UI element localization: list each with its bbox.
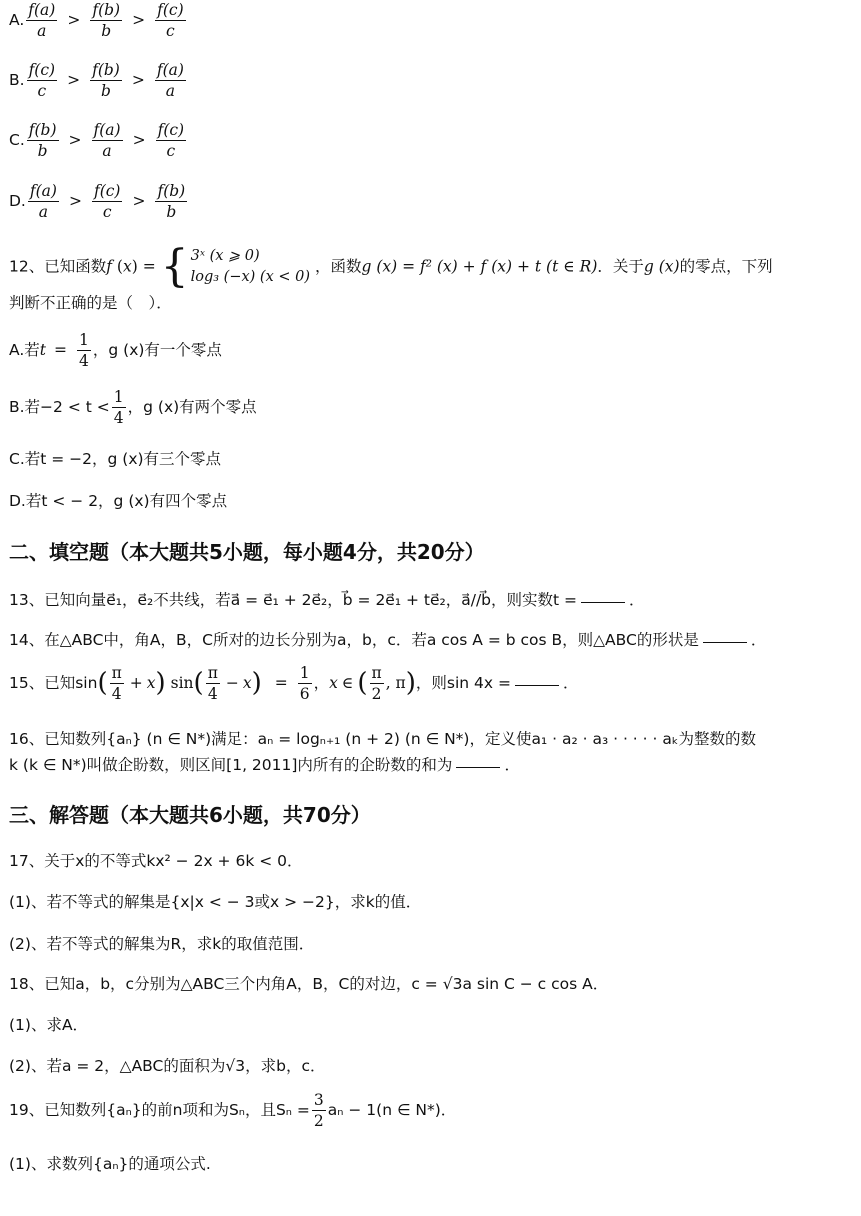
q16-line1: 16、已知数列{aₙ} (n ∈ N*)满足：aₙ = logₙ₊₁ (n + 2) (n ∈ N*)，定义使a₁ · a₂ · a₃ · · · · · aₖ为整数的数 [9, 730, 756, 748]
fraction: $\frac{f(c)}{c}$ [28, 61, 56, 100]
q14: 14、在△ABC中，角A，B，C所对的边长分别为a，b，c．若a cos A = b cos B，则△ABC的形状是 ． [9, 631, 767, 649]
fraction: $\frac{f(c)}{c}$ [93, 182, 121, 221]
q11-option-c: C. $\frac{f(b)}{b}$ > $\frac{f(a)}{a}$ > $\frac{f(c)}{c}$ [9, 121, 185, 160]
section-2-heading: 二、填空题（本大题共5小题，每小题4分，共20分） [9, 540, 485, 564]
q12-option-d: D.若t < − 2，g (x)有四个零点 [9, 492, 228, 510]
q18-part1: (1)、求A． [9, 1016, 89, 1034]
fraction: $\frac{f(c)}{c}$ [157, 121, 185, 160]
q18-part2: (2)、若a = 2，△ABC的面积为√3，求b，c． [9, 1057, 326, 1075]
q12-option-a: A.若t = $\frac{1}{4}$ ，g (x)有一个零点 [9, 331, 222, 370]
q11-option-b: B. $\frac{f(c)}{c}$ > $\frac{f(b)}{b}$ > $\frac{f(a)}{a}$ [9, 61, 184, 100]
fraction: $\frac{f(a)}{a}$ [29, 182, 57, 221]
q19-part1: (1)、求数列{aₙ}的通项公式. [9, 1155, 211, 1173]
q13: 13、已知向量e⃗₁，e⃗₂不共线，若a⃗ = e⃗₁ + 2e⃗₂，b⃗ = 2e⃗₁ + te⃗₂，a⃗//b⃗，则实数t = ． [9, 591, 645, 609]
q15: 15、已知sin( $\frac{\pi}{4}$ + x) sin( $\frac{\pi}{4}$ − x) = $\frac{1}{6}$ ，x ∈ ( $\frac{\pi}{2}$ , π)，则sin 4x = ． [9, 664, 579, 703]
section-3-heading: 三、解答题（本大题共6小题，共70分） [9, 803, 371, 827]
fraction: $\frac{f(a)}{a}$ [28, 1, 56, 40]
q17: 17、关于x的不等式kx² − 2x + 6k < 0． [9, 852, 303, 870]
fraction: $\frac{f(a)}{a}$ [93, 121, 121, 160]
fraction: $\frac{f(a)}{a}$ [156, 61, 184, 100]
q11-option-d: D. $\frac{f(a)}{a}$ > $\frac{f(c)}{c}$ > $\frac{f(b)}{b}$ [9, 182, 186, 221]
fraction: $\frac{f(b)}{b}$ [92, 1, 121, 40]
q16-line2: k (k ∈ N*)叫做企盼数，则区间[1, 2011]内所有的企盼数的和为 ． [9, 756, 520, 774]
q12-stem-line2: 判断不正确的是（ ）． [9, 294, 172, 312]
q11-option-a: A. $\frac{f(a)}{a}$ > $\frac{f(b)}{b}$ > $\frac{f(c)}{c}$ [9, 1, 184, 40]
q18: 18、已知a，b，c分别为△ABC三个内角A，B，C的对边，c = √3a sin C − c cos A． [9, 975, 609, 993]
fraction: $\frac{f(b)}{b}$ [28, 121, 57, 160]
q17-part1: (1)、若不等式的解集是{x|x < − 3或x > −2}，求k的值． [9, 893, 422, 911]
q12-option-b: B.若−2 < t < $\frac{1}{4}$ ，g (x)有两个零点 [9, 388, 257, 427]
fraction: $\frac{f(b)}{b}$ [157, 182, 186, 221]
q12-option-c: C.若t = −2，g (x)有三个零点 [9, 450, 222, 468]
fraction: $\frac{f(b)}{b}$ [92, 61, 120, 100]
fraction: $\frac{f(c)}{c}$ [157, 1, 184, 40]
q12-stem: 12、已知函数f (x) = { 3ˣ (x ⩾ 0) log₃ (−x) (x < 0) ，函数g (x) = f² (x) + f (x) + t (t ∈ R)．关于g (x)的零点，下列 [9, 241, 773, 292]
piecewise-brace: { 3ˣ (x ⩾ 0) log₃ (−x) (x < 0) [160, 241, 311, 292]
q17-part2: (2)、若不等式的解集为R，求k的取值范围． [9, 935, 315, 953]
q19: 19、已知数列{aₙ}的前n项和为Sₙ，且Sₙ = $\frac{3}{2}$ aₙ − 1(n ∈ N*)． [9, 1091, 457, 1130]
